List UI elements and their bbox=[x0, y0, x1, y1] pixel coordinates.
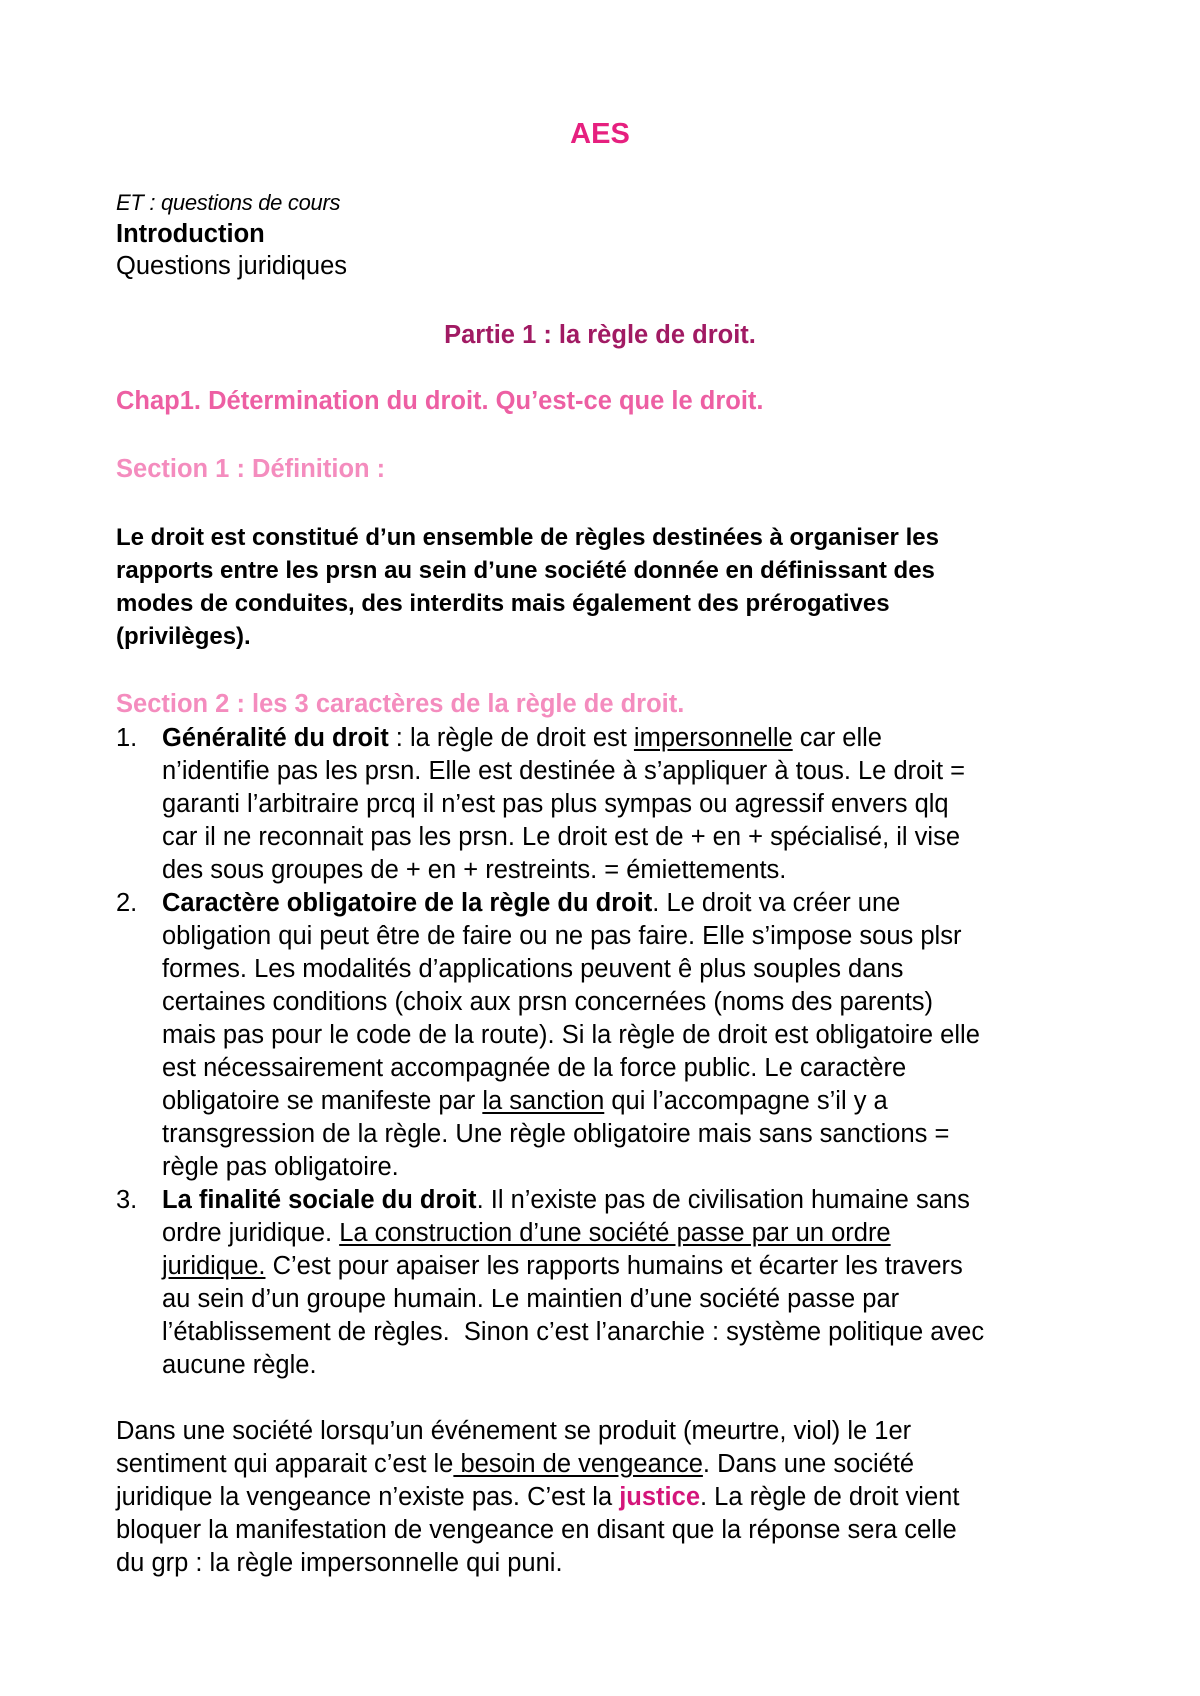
list-item-line: mais pas pour le code de la route). Si la règle de droit est obligatoire elle bbox=[162, 1021, 980, 1049]
item-title: Généralité du droit bbox=[162, 724, 389, 752]
list-item-line: formes. Les modalités d’applications peuvent ê plus souples dans bbox=[162, 955, 904, 983]
list-item-line bbox=[162, 1085, 888, 1118]
text-run: qui l’accompagne s’il y a bbox=[604, 1087, 888, 1115]
underlined-term: la sanction bbox=[482, 1087, 605, 1115]
list-item-line: certaines conditions (choix aux prsn concernées (noms des parents) bbox=[162, 988, 934, 1016]
paragraph-line: Dans une société lorsqu’un événement se produit (meurtre, viol) le 1er bbox=[116, 1417, 912, 1445]
paragraph-line bbox=[116, 1481, 959, 1514]
definition-line: Le droit est constitué d’un ensemble de règles destinées à organiser les bbox=[116, 524, 939, 551]
list-item-line: obligation qui peut être de faire ou ne pas faire. Elle s’impose sous plsr bbox=[162, 922, 962, 950]
list-item-line bbox=[162, 1250, 963, 1283]
section-1-heading: Section 1 : Définition : bbox=[116, 455, 386, 483]
text-run: : la règle de droit est bbox=[388, 724, 634, 752]
list-item-line: transgression de la règle. Une règle obligatoire mais sans sanctions = bbox=[162, 1120, 950, 1148]
paragraph-line: bloquer la manifestation de vengeance en disant que la réponse sera celle bbox=[116, 1516, 957, 1544]
list-item-line bbox=[162, 722, 882, 755]
meta-line: ET : questions de cours bbox=[116, 190, 341, 215]
text-run: . La règle de droit vient bbox=[700, 1483, 960, 1511]
list-item-line: n’identifie pas les prsn. Elle est destinée à s’appliquer à tous. Le droit = bbox=[162, 757, 966, 785]
paragraph-line bbox=[116, 1448, 914, 1481]
definition-line: (privilèges). bbox=[116, 623, 251, 650]
definition-line: rapports entre les prsn au sein d’une société donnée en définissant des bbox=[116, 557, 935, 584]
list-item-line bbox=[162, 1184, 970, 1217]
doc-title: AES bbox=[570, 118, 630, 150]
underlined-term: juridique. bbox=[162, 1252, 266, 1280]
text-run: ordre juridique. bbox=[162, 1219, 340, 1247]
list-number: 2. bbox=[116, 889, 138, 917]
text-run: . Il n’existe pas de civilisation humaine sans bbox=[476, 1186, 970, 1214]
list-item-line: aucune règle. bbox=[162, 1351, 317, 1379]
list-item-line: est nécessairement accompagnée de la force public. Le caractère bbox=[162, 1054, 907, 1082]
item-title: La finalité sociale du droit bbox=[162, 1186, 477, 1214]
chapter-heading: Chap1. Détermination du droit. Qu’est-ce que le droit. bbox=[116, 387, 764, 415]
underlined-term: besoin de vengeance bbox=[453, 1450, 703, 1478]
paragraph-line: du grp : la règle impersonnelle qui puni. bbox=[116, 1549, 563, 1577]
text-run: obligatoire se manifeste par bbox=[162, 1087, 483, 1115]
underlined-term: La construction d’une société passe par un ordre bbox=[339, 1219, 891, 1247]
list-item-line: au sein d’un groupe humain. Le maintien d’une société passe par bbox=[162, 1285, 900, 1313]
list-item-line bbox=[162, 887, 900, 920]
list-number: 1. bbox=[116, 724, 138, 752]
intro-subheading: Questions juridiques bbox=[116, 252, 348, 280]
text-run: . Dans une société bbox=[702, 1450, 915, 1478]
text-run: juridique la vengeance n’existe pas. C’est la bbox=[116, 1483, 620, 1511]
partie-heading: Partie 1 : la règle de droit. bbox=[444, 321, 756, 349]
underlined-term: impersonnelle bbox=[633, 724, 793, 752]
intro-heading: Introduction bbox=[116, 220, 265, 248]
item-title: Caractère obligatoire de la règle du droit bbox=[162, 889, 653, 917]
list-item-line: garanti l’arbitraire prcq il n’est pas plus sympas ou agressif envers qlq bbox=[162, 790, 949, 818]
definition-line: modes de conduites, des interdits mais également des prérogatives bbox=[116, 590, 890, 617]
text-run: car elle bbox=[792, 724, 882, 752]
text-run: sentiment qui apparait c’est le bbox=[116, 1450, 454, 1478]
list-item-line: des sous groupes de + en + restreints. = émiettements. bbox=[162, 856, 787, 884]
list-item-line: règle pas obligatoire. bbox=[162, 1153, 399, 1181]
list-item-line bbox=[162, 1217, 891, 1250]
text-run: C’est pour apaiser les rapports humains et écarter les travers bbox=[265, 1252, 963, 1280]
section-2-heading: Section 2 : les 3 caractères de la règle de droit. bbox=[116, 690, 685, 718]
list-number: 3. bbox=[116, 1186, 138, 1214]
list-item-line: car il ne reconnait pas les prsn. Le droit est de + en + spécialisé, il vise bbox=[162, 823, 961, 851]
text-run: . Le droit va créer une bbox=[652, 889, 901, 917]
list-item-line: l’établissement de règles. Sinon c’est l’anarchie : système politique avec bbox=[162, 1318, 985, 1346]
highlight-justice: justice bbox=[619, 1483, 701, 1511]
